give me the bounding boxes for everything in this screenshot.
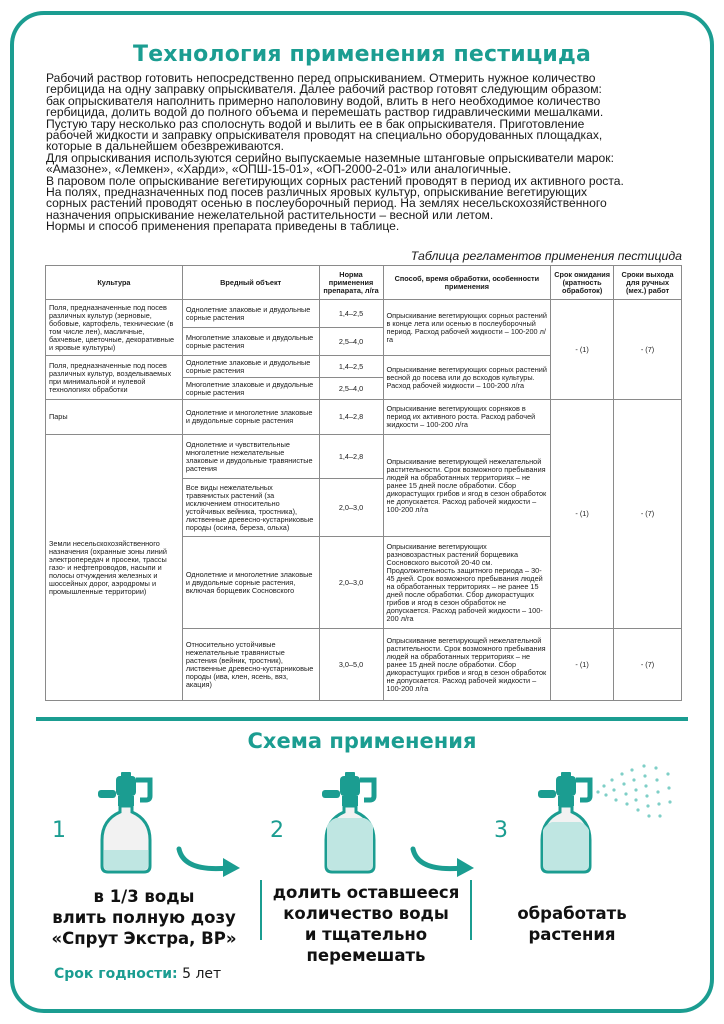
pest-cell: Однолетние и многолетние злаковые и двудольные сорные растения, включая борщевик Сосновского <box>182 537 319 629</box>
crop-cell: Земли несельскохозяйственного назначения (охранные зоны линий электропередач и просеки, трассы газо- и нефтепроводов, насыпи и полосы отчуждения железных и шоссейных дорог, аэродромы и промышленные территории) <box>46 435 183 701</box>
sprayer-icon <box>88 770 170 874</box>
pest-cell: Все виды нежелательных травянистых растений (за исключением относительно устойчивых вейника, тростника), лиственные древесно-кустарниковые породы (осина, береза, ольха) <box>182 479 319 537</box>
rate-cell: 1,4–2,8 <box>319 435 383 479</box>
exit-cell: - (7) <box>614 400 682 629</box>
caption-line: долить оставшееся <box>272 883 460 902</box>
intro-line: Рабочий раствор готовить непосредственно перед опрыскиванием. Отмерить нужное количество <box>46 71 596 85</box>
section-divider <box>36 717 688 721</box>
method-cell: Опрыскивание вегетирующих сорных растений весной до посева или до всходов культуры. Расход рабочей жидкости – 100-200 л/га <box>383 356 551 400</box>
pest-cell: Многолетние злаковые и двудольные сорные растения <box>182 328 319 356</box>
header-crop: Культура <box>46 266 183 300</box>
crop-cell: Поля, предназначенные под посев различных культур (зерновые, бобовые, картофель, технические (в том числе лен), масличные, бахчевые, цветочные, декоративные и яровые культуры) <box>46 300 183 356</box>
exit-cell: - (7) <box>614 300 682 400</box>
exit-cell: - (7) <box>614 629 682 701</box>
intro-line: «Амазоне», «Лемкен», «Харди», «ОПШ-15-01», «ОП-2000-2-01» или аналогичные. <box>46 162 512 177</box>
arrow-icon <box>176 846 246 880</box>
rate-cell: 2,5–4,0 <box>319 378 383 400</box>
intro-line: Для опрыскивания используются серийно выпускаемые наземные штанговые опрыскиватели марок: <box>46 150 614 165</box>
pest-cell: Однолетние и многолетние злаковые и двудольные сорные растения <box>182 400 319 435</box>
shelf-life-value: 5 лет <box>182 966 222 982</box>
pest-cell: Однолетние злаковые и двудольные сорные растения <box>182 300 319 328</box>
step-number: 1 <box>52 818 66 843</box>
shelf-life <box>54 966 221 982</box>
intro-line: На полях, предназначенных под посев различных яровых культур, опрыскивание вегетирующих <box>46 185 588 200</box>
rate-cell: 2,0–3,0 <box>319 537 383 629</box>
method-cell: Опрыскивание вегетирующих сорных растений в конце лета или осенью в послеуборочный период. Расход рабочей жидкости – 100-200 л/га <box>383 300 551 356</box>
caption-line: и тщательно <box>304 925 428 944</box>
intro-text <box>46 73 686 233</box>
sprayer-icon <box>312 770 394 874</box>
intro-line: гербицида на одну заправку опрыскивателя. Далее рабочий раствор готовят следующим образом: <box>46 82 602 97</box>
rate-cell: 1,4–2,5 <box>319 300 383 328</box>
step-number: 3 <box>494 818 508 843</box>
intro-line: Нормы и способ применения препарата приведены в таблице. <box>46 219 400 234</box>
step-divider <box>470 880 472 940</box>
caption-line: обработать <box>517 904 627 923</box>
rate-cell: 2,0–3,0 <box>319 479 383 537</box>
method-cell: Опрыскивание вегетирующей нежелательной растительности. Срок возможного пребывания людей на обработанных территориях – не ранее 15 дней после обработки. Сбор дикорастущих грибов и ягод в сезон обработок не допускается. Расход рабочей жидкости – 100-200 л/га <box>383 435 551 537</box>
step-number: 2 <box>270 818 284 843</box>
method-cell: Опрыскивание вегетирующих сорняков в период их активного роста. Расход рабочей жидкости – 100-200 л/га <box>383 400 551 435</box>
rate-cell: 2,5–4,0 <box>319 328 383 356</box>
header-exit: Сроки выхода для ручных (мех.) работ <box>614 266 682 300</box>
crop-cell: Пары <box>46 400 183 435</box>
intro-line: сорных растений проводят осенью в послеуборочный период. На землях несельскохозяйственного <box>46 196 607 211</box>
rate-cell: 1,4–2,5 <box>319 356 383 378</box>
caption-line: в 1/3 воды <box>93 887 195 906</box>
caption-line: количество воды <box>283 904 449 923</box>
rate-cell: 3,0–5,0 <box>319 629 383 701</box>
regulations-table <box>45 265 682 701</box>
table-row <box>46 300 682 328</box>
wait-cell: - (1) <box>551 400 614 629</box>
intro-line: В паровом поле опрыскивание вегетирующих сорных растений проводят в период их активного роста. <box>46 173 624 188</box>
shelf-life-label: Срок годности: <box>54 966 178 982</box>
header-pest: Вредный объект <box>182 266 319 300</box>
table-caption: Таблица регламентов применения пестицида <box>410 249 682 263</box>
method-cell: Опрыскивание вегетирующей нежелательной растительности. Срок возможного пребывания людей на обработанных территориях – не ранее 15 дней после обработки. Сбор дикорастущих грибов и ягод в сезон обработок не допускается. Расход рабочей жидкости – 100-200 л/га <box>383 629 551 701</box>
table-row <box>46 400 682 435</box>
pest-cell: Однолетние злаковые и двудольные сорные растения <box>182 356 319 378</box>
pest-cell: Многолетние злаковые и двудольные сорные растения <box>182 378 319 400</box>
caption-line: перемешать <box>306 946 426 965</box>
intro-line: бак опрыскивателя наполнить примерно наполовину водой, влить в него необходимое количество <box>46 93 601 108</box>
wait-cell: - (1) <box>551 300 614 400</box>
header-wait: Срок ожидания (кратность обработок) <box>551 266 614 300</box>
pest-cell: Однолетние и чувствительные многолетние нежелательные злаковые и двудольные травянистые растения <box>182 435 319 479</box>
pest-cell: Относительно устойчивые нежелательные травянистые растения (вейник, тростник), лиственные древесно-кустарниковые породы (ива, клен, ясень, вяз, акация) <box>182 629 319 701</box>
page-title: Технология применения пестицида <box>132 42 591 67</box>
intro-line: которые в дальнейшем обезвреживаются. <box>46 139 284 154</box>
step1-caption <box>28 886 260 949</box>
step2-caption <box>262 882 470 966</box>
rate-cell: 1,4–2,8 <box>319 400 383 435</box>
crop-cell: Поля, предназначенные под посев различных культур, возделываемых при минимальной и нулевой технологиях обработки <box>46 356 183 400</box>
intro-line: назначения опрыскивание нежелательной растительности – весной или летом. <box>46 207 494 222</box>
caption-line: растения <box>528 925 616 944</box>
sprayer-spraying-icon <box>528 762 678 874</box>
intro-line: гербицида, долить водой до полного объема и перемешать раствор гидравлическими мешалками. <box>46 105 604 120</box>
wait-cell: - (1) <box>551 629 614 701</box>
intro-line: Пустую тару несколько раз сполоснуть водой и вылить ее в бак опрыскивателя. Приготовление <box>46 116 585 131</box>
method-cell: Опрыскивание вегетирующих разновозрастных растений борщевика Сосновского высотой 20-40 см. Продолжительность защитного периода – 30-45 дней. Срок возможного пребывания людей на обработанных территориях – не ранее 15 дней после обработки. Сбор дикорастущих грибов и ягод в сезон обработок не допускается. Расход рабочей жидкости – 100-200 л/га <box>383 537 551 629</box>
intro-line: рабочей жидкости и заправку опрыскивателя проводят на специально оборудованных площадках, <box>46 128 603 143</box>
header-method: Способ, время обработки, особенности применения <box>383 266 551 300</box>
scheme-title: Схема применения <box>247 729 477 753</box>
arrow-icon <box>410 846 480 880</box>
caption-line: влить полную дозу <box>52 908 236 927</box>
caption-line: «Спрут Экстра, ВР» <box>51 929 237 948</box>
step3-caption <box>474 903 670 945</box>
table-header-row <box>46 266 682 300</box>
header-rate: Норма применения препарата, л/га <box>319 266 383 300</box>
